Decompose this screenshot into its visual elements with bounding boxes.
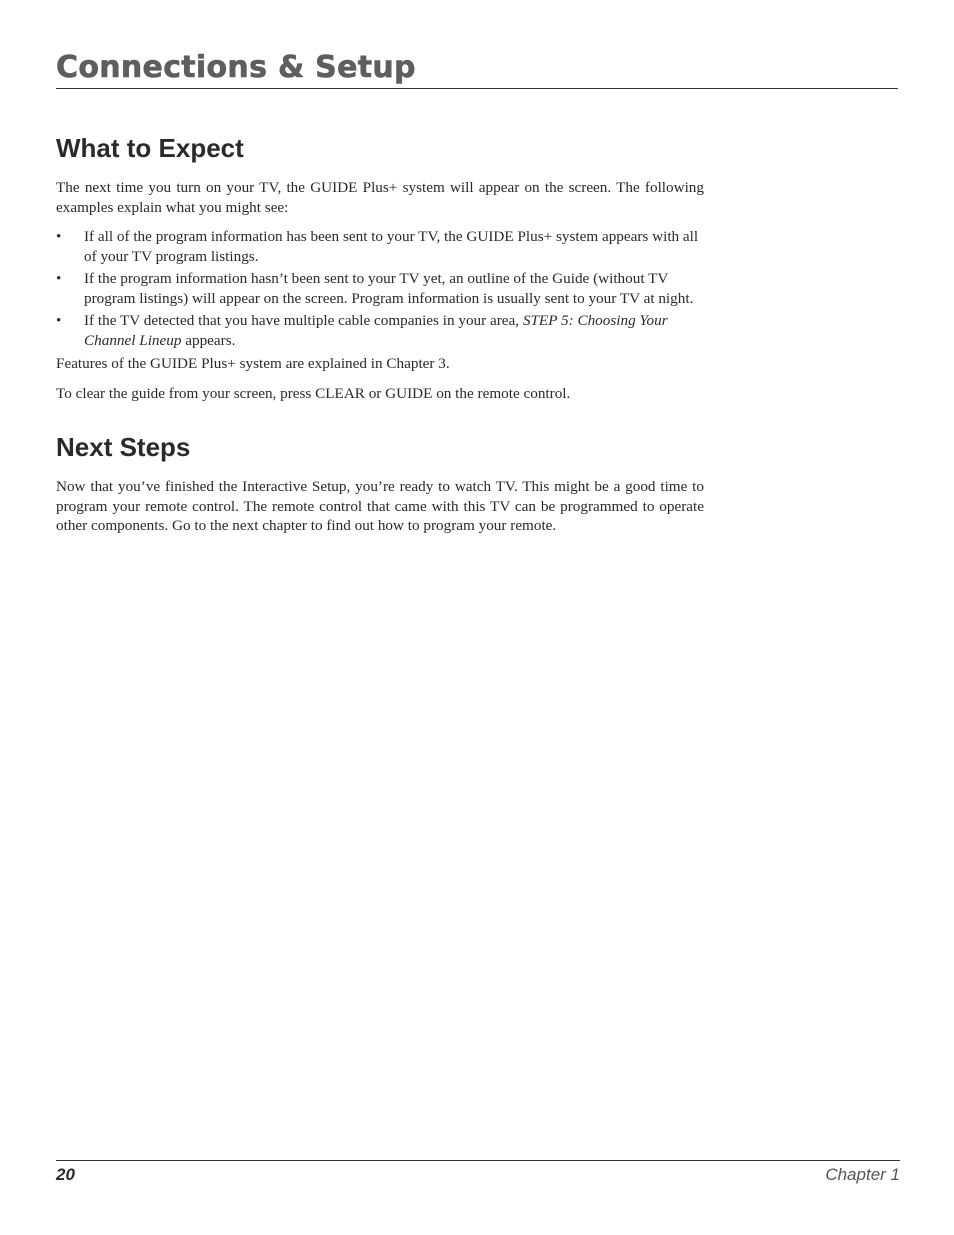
features-note: Features of the GUIDE Plus+ system are explained in Chapter 3. — [56, 355, 450, 372]
list-item-text-after: appears. — [181, 331, 236, 349]
step-reference: STEP 5: Choosing Your Channel Lineup — [84, 312, 668, 349]
section-spacer — [56, 413, 704, 427]
bullet-icon: • — [56, 228, 62, 245]
page-number: 20 — [56, 1165, 75, 1184]
page-header — [56, 48, 898, 89]
page-footer — [56, 1160, 900, 1185]
next-steps-paragraph: Now that you’ve finished the Interactive Setup, you’re ready to watch TV. This might be a good time to program your remote control. The remote control that came with this TV can be programmed to operate other components. Go to the next chapter to find out how to program your remote. — [56, 478, 704, 534]
bullet-icon: • — [56, 270, 62, 287]
list-item — [56, 269, 704, 308]
section-what-to-expect — [56, 128, 704, 403]
chapter-title: Connections & Setup — [56, 50, 416, 85]
list-item — [56, 311, 704, 350]
list-item — [56, 227, 704, 266]
list-item-text: If all of the program information has been sent to your TV, the GUIDE Plus+ system appears with all of your TV program listings. — [84, 228, 699, 265]
section-title-what-to-expect: What to Expect — [56, 133, 244, 163]
clear-guide-note: To clear the guide from your screen, press CLEAR or GUIDE on the remote control. — [56, 384, 571, 402]
list-item-text-before: If the TV detected that you have multiple cable companies in your area, — [84, 312, 523, 329]
list-item-text: If the program information hasn’t been sent to your TV yet, an outline of the Guide (without TV program listings) will appear on the screen. Program information is usually sent to your TV at night. — [84, 270, 694, 307]
intro-paragraph: The next time you turn on your TV, the GUIDE Plus+ system will appear on the screen. The following examples explain what you might see: — [56, 179, 704, 216]
section-next-steps — [56, 427, 704, 536]
bullet-icon: • — [56, 312, 62, 329]
section-title-next-steps: Next Steps — [56, 432, 191, 462]
footer-chapter-label: Chapter 1 — [825, 1165, 900, 1184]
page-content — [56, 128, 704, 546]
bullet-list — [56, 227, 704, 350]
